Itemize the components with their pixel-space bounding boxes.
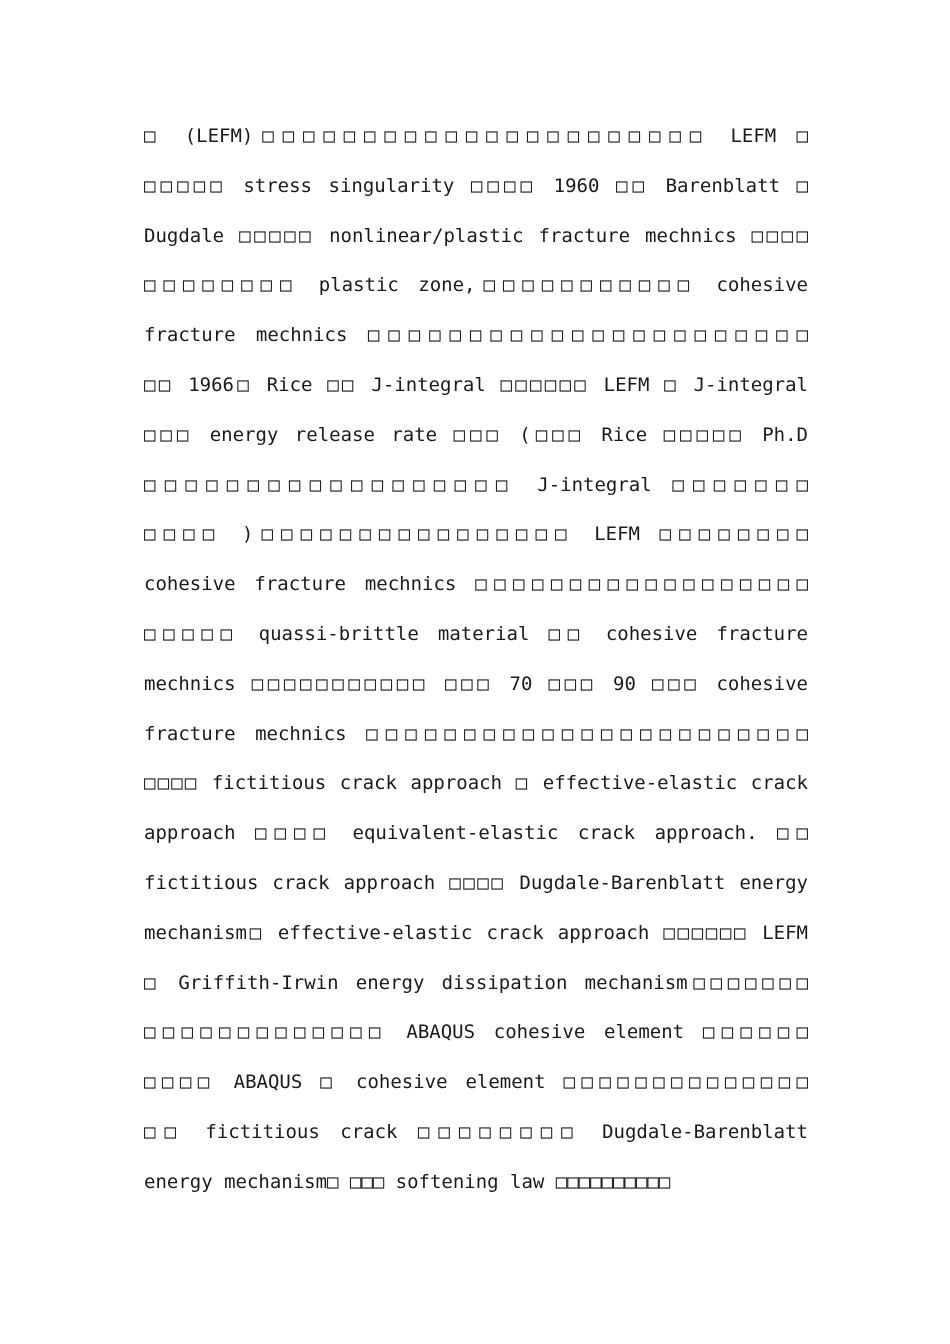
text-line: [144, 819, 808, 869]
text-line-content: mechnics □□□□□□□□□□□ □□□ 70 □□□ 90 □□□ cohesive: [144, 672, 808, 695]
text-line-content: fictitious crack approach □□□□ Dugdale-Barenblatt energy: [144, 871, 808, 894]
text-line: [144, 570, 808, 620]
text-line-content: □□□□ )□□□□□□□□□□□□□□□□ LEFM □□□□□□□□: [144, 523, 808, 546]
text-line-content: Dugdale □□□□□ nonlinear/plastic fracture mechnics □□□□: [144, 224, 808, 247]
text-line: [144, 620, 808, 670]
text-line-content: approach □□□□ equivalent-elastic crack approach. □□: [144, 822, 808, 845]
text-line: [144, 1018, 808, 1068]
text-line: [144, 371, 808, 421]
text-line: [144, 670, 808, 720]
text-line-content: □□ fictitious crack □□□□□□□□ Dugdale-Barenblatt: [144, 1120, 808, 1143]
text-line-content: □□□□□□□□ plastic zone,□□□□□□□□□□□ cohesive: [144, 274, 808, 297]
text-line: [144, 1068, 808, 1118]
text-line: [144, 769, 808, 819]
text-line: [144, 172, 808, 222]
text-line-content: fracture mechnics □□□□□□□□□□□□□□□□□□□□□□: [144, 324, 808, 347]
text-line-content: energy mechanism□ □□□ softening law □□□□□□□□□□: [144, 1170, 671, 1193]
text-line-content: □□□□ ABAQUS □ cohesive element □□□□□□□□□□□□□□: [144, 1071, 808, 1094]
text-line-content: mechanism□ effective-elastic crack approach □□□□□□ LEFM: [144, 921, 808, 944]
body-text: [144, 122, 808, 1218]
text-line: [144, 222, 808, 272]
text-line: [144, 271, 808, 321]
text-line: [144, 869, 808, 919]
text-line-content: □□ 1966□ Rice □□ J-integral □□□□□□ LEFM □ J-integral: [144, 373, 808, 396]
text-line-content: □□□□□□□□□□□□□□□□□□ J-integral □□□□□□□: [144, 473, 808, 496]
text-line: [144, 969, 808, 1019]
text-line: [144, 1168, 808, 1218]
text-line-content: cohesive fracture mechnics □□□□□□□□□□□□□□□□□□: [144, 573, 808, 596]
text-line-content: □□□□□ stress singularity □□□□ 1960 □□ Barenblatt □: [144, 174, 808, 197]
text-line: [144, 1118, 808, 1168]
text-line: [144, 471, 808, 521]
text-line-content: fracture mechnics □□□□□□□□□□□□□□□□□□□□□□□: [144, 722, 808, 745]
text-line-content: □ (LEFM)□□□□□□□□□□□□□□□□□□□□□□ LEFM □: [144, 125, 808, 147]
text-line: [144, 720, 808, 770]
text-line: [144, 421, 808, 471]
text-line: [144, 919, 808, 969]
text-line-content: □□□□□ quassi-brittle material □□ cohesive fracture: [144, 622, 808, 645]
text-line: [144, 122, 808, 172]
text-line-content: □□□□ fictitious crack approach □ effective-elastic crack: [144, 772, 808, 795]
text-line-content: □□□ energy release rate □□□ (□□□ Rice □□□□□ Ph.D: [144, 423, 808, 446]
text-line-content: □ Griffith-Irwin energy dissipation mechanism□□□□□□□: [144, 971, 808, 994]
text-line: [144, 321, 808, 371]
text-line: [144, 520, 808, 570]
text-line-content: □□□□□□□□□□□□□ ABAQUS cohesive element □□□□□□: [144, 1021, 808, 1044]
